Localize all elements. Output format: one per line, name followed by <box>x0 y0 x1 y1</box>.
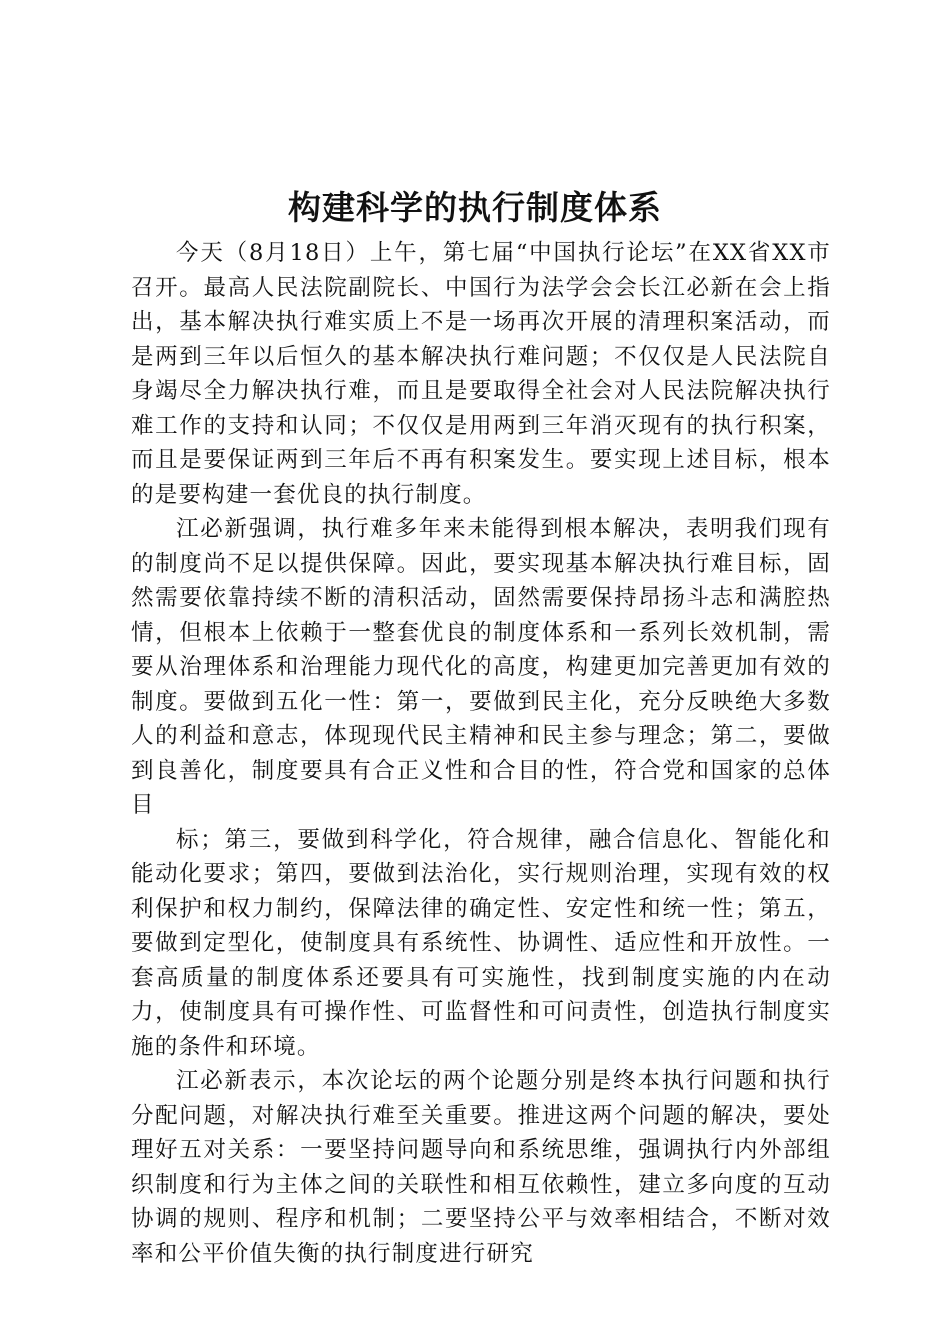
document-body <box>131 236 831 1271</box>
document-title: 构建科学的执行制度体系 <box>288 188 662 227</box>
paragraph-2: 江必新强调，执行难多年来未能得到根本解决，表明我们现有的制度尚不足以提供保障。因此，要实现基本解决执行难目标，固然需要依靠持续不断的清积活动，固然需要保持昂扬斗志和满腔热情，但根本上依赖于一整套优良的制度体系和一系列长效机制，需要从治理体系和治理能力现代化的高度，构建更加完善更加有效的制度。要做到五化一性：第一，要做到民主化，充分反映绝大多数人的利益和意志，体现现代民主精神和民主参与理念；第二，要做到良善化，制度要具有合正义性和合目的性，符合党和国家的总体目 <box>131 516 831 818</box>
paragraph-4: 江必新表示，本次论坛的两个论题分别是终本执行问题和执行分配问题，对解决执行难至关重要。推进这两个问题的解决，要处理好五对关系：一要坚持问题导向和系统思维，强调执行内外部组织制度和行为主体之间的关联性和相互依赖性，建立多向度的互动协调的规则、程序和机制；二要坚持公平与效率相结合，不断对效率和公平价值失衡的执行制度进行研究 <box>131 1068 831 1267</box>
paragraph-1: 今天（8月18日）上午，第七届“中国执行论坛”在XX省XX市召开。最高人民法院副院长、中国行为法学会会长江必新在会上指出，基本解决执行难实质上不是一场再次开展的清理积案活动，而是两到三年以后恒久的基本解决执行难问题；不仅仅是人民法院自身竭尽全力解决执行难，而且是要取得全社会对人民法院解决执行难工作的支持和认同；不仅仅是用两到三年消灭现有的执行积案，而且是要保证两到三年后不再有积案发生。要实现上述目标，根本的是要构建一套优良的执行制度。 <box>131 240 831 508</box>
paragraph-3: 标；第三，要做到科学化，符合规律，融合信息化、智能化和能动化要求；第四，要做到法治化，实行规则治理，实现有效的权利保护和权力制约，保障法律的确定性、安定性和统一性；第五，要做到定型化，使制度具有系统性、协调性、适应性和开放性。一套高质量的制度体系还要具有可实施性，找到制度实施的内在动力，使制度具有可操作性、可监督性和可问责性，创造执行制度实施的条件和环境。 <box>131 826 831 1060</box>
